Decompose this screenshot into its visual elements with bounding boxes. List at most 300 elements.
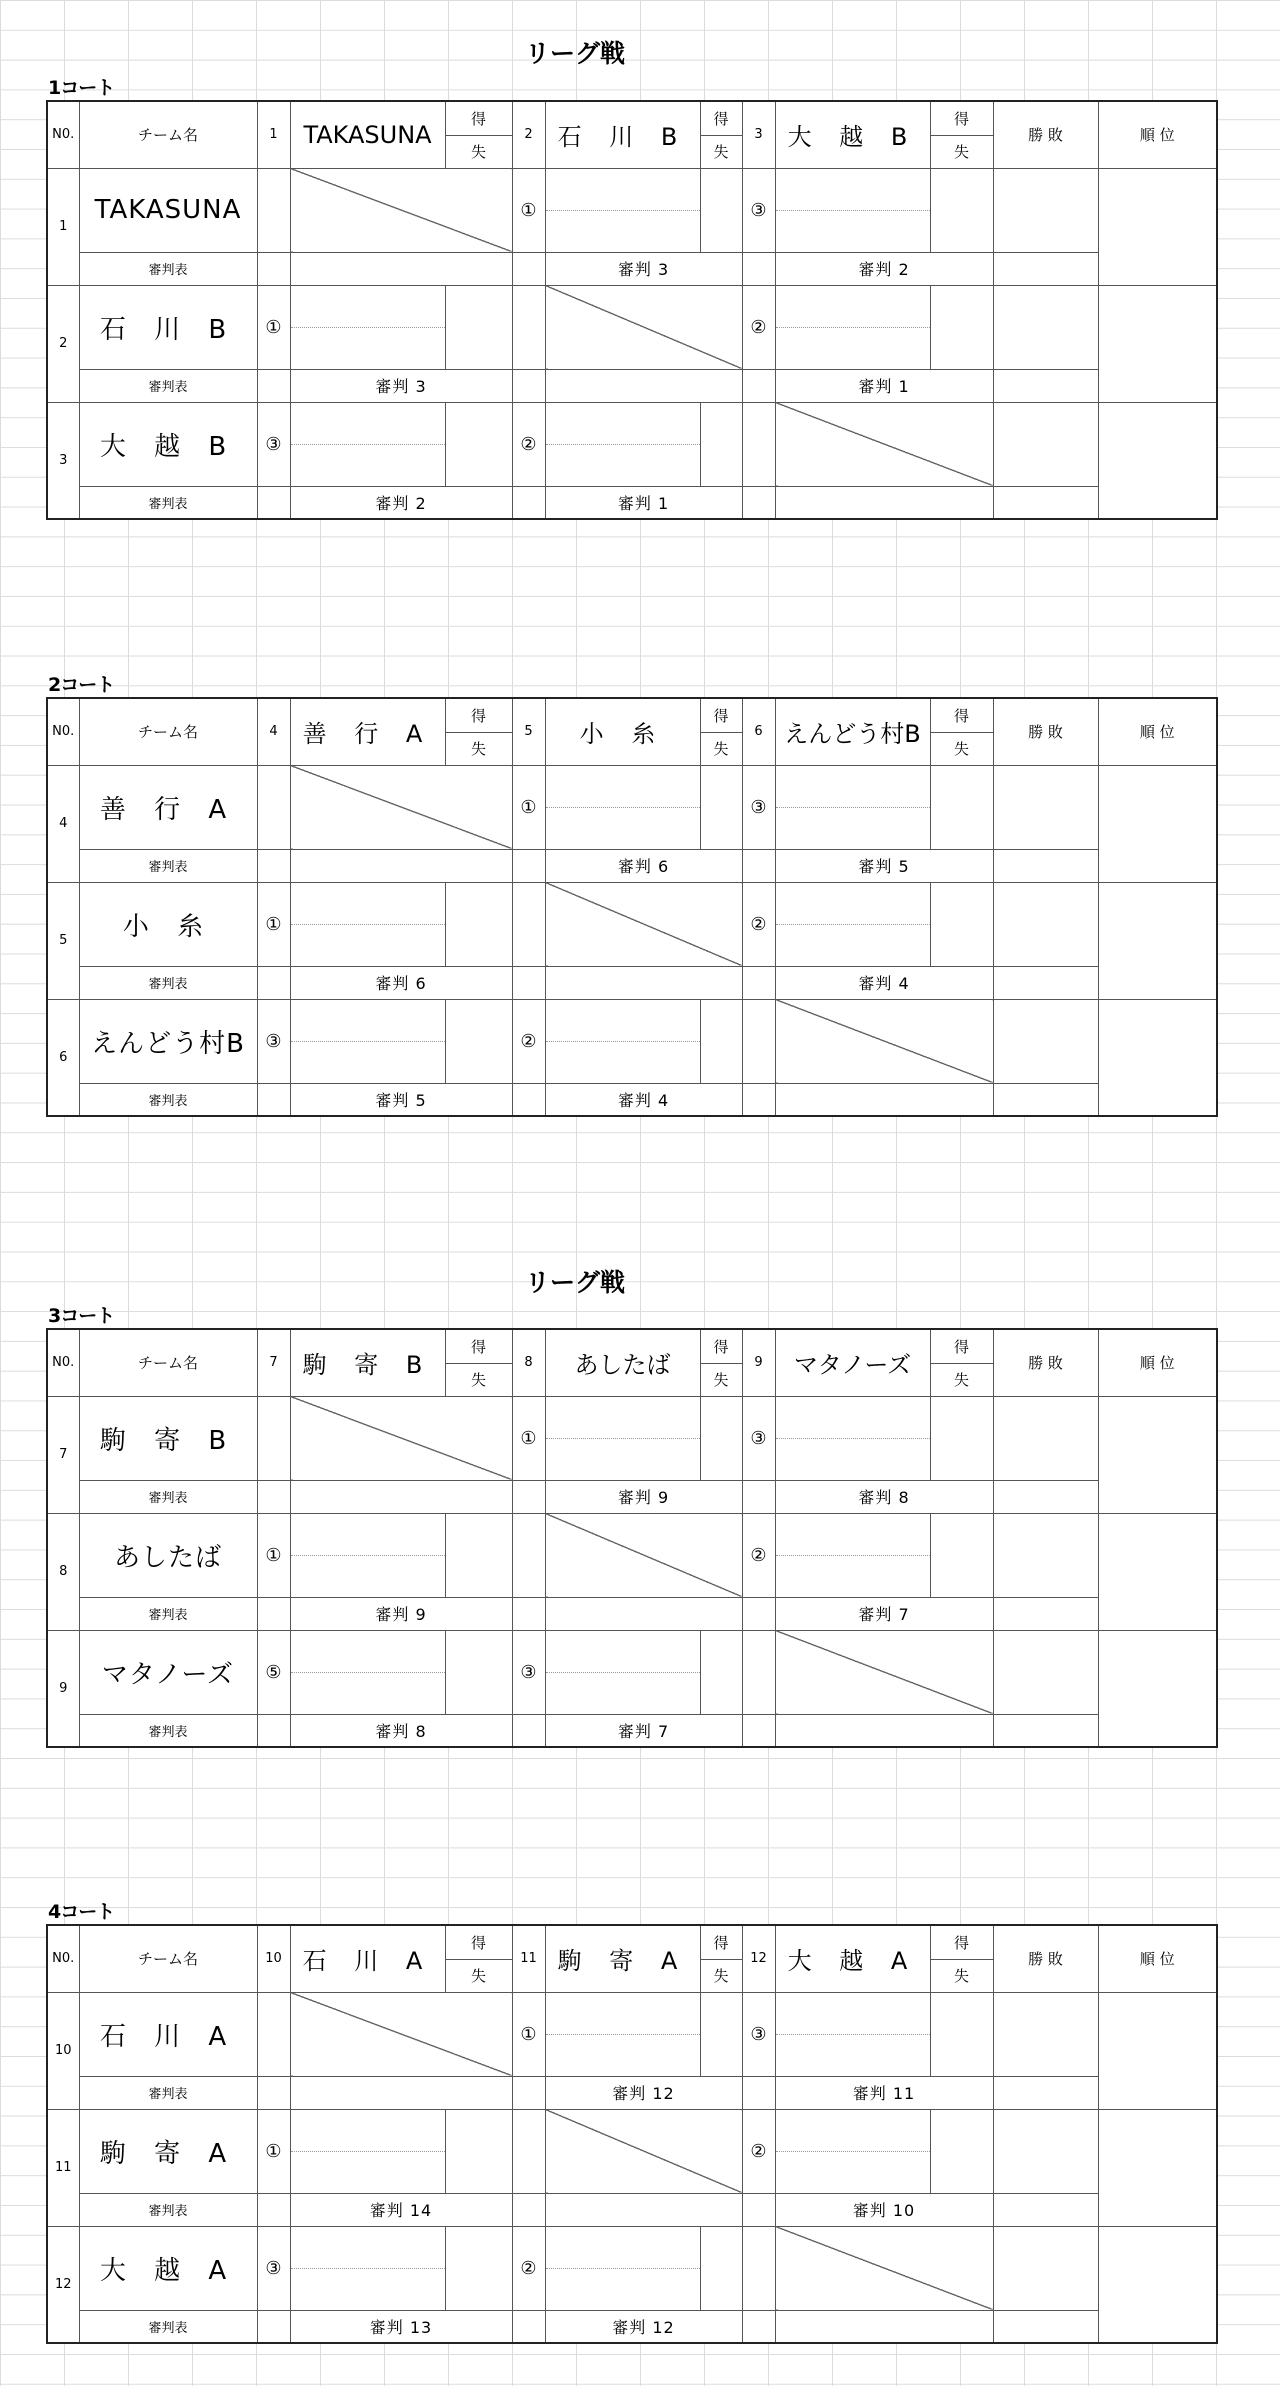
rank-header: 順 位 bbox=[1098, 698, 1217, 765]
referee-assignment bbox=[775, 2310, 993, 2343]
win-loss-cell[interactable] bbox=[993, 1992, 1098, 2076]
referee-spacer bbox=[257, 2193, 290, 2226]
result-cell[interactable] bbox=[700, 999, 742, 1083]
win-loss-header: 勝 敗 bbox=[993, 1329, 1098, 1396]
win-loss-sub-cell bbox=[993, 849, 1098, 882]
result-cell[interactable] bbox=[930, 285, 993, 369]
no-header: N0. bbox=[47, 1329, 79, 1396]
scorekeeper-label: 審判表 bbox=[79, 966, 257, 999]
referee-spacer bbox=[742, 849, 775, 882]
score-cell[interactable] bbox=[545, 765, 700, 849]
rank-cell[interactable] bbox=[1098, 1396, 1217, 1513]
rank-cell[interactable] bbox=[1098, 999, 1217, 1116]
score-cell[interactable] bbox=[775, 882, 930, 966]
score-cell[interactable] bbox=[775, 765, 930, 849]
result-cell[interactable] bbox=[445, 285, 512, 369]
team-number: 9 bbox=[47, 1630, 79, 1747]
referee-row bbox=[47, 1597, 1217, 1630]
referee-spacer bbox=[257, 252, 290, 285]
league-table bbox=[46, 697, 1218, 1117]
referee-row bbox=[47, 1714, 1217, 1747]
match-order: ② bbox=[742, 882, 775, 966]
opponent-number: 4 bbox=[257, 698, 290, 765]
win-loss-cell[interactable] bbox=[993, 2109, 1098, 2193]
league-table bbox=[46, 1328, 1218, 1748]
win-loss-cell[interactable] bbox=[993, 1630, 1098, 1714]
diagonal-cell bbox=[775, 2226, 993, 2310]
match-order: ② bbox=[742, 2109, 775, 2193]
result-cell[interactable] bbox=[445, 999, 512, 1083]
win-loss-cell[interactable] bbox=[993, 285, 1098, 369]
opponent-number: 9 bbox=[742, 1329, 775, 1396]
result-cell[interactable] bbox=[445, 2226, 512, 2310]
points-for-header: 得 bbox=[930, 101, 993, 135]
score-cell[interactable] bbox=[545, 402, 700, 486]
referee-spacer bbox=[742, 2076, 775, 2109]
match-order: ③ bbox=[742, 1992, 775, 2076]
match-order: ③ bbox=[257, 999, 290, 1083]
score-cell[interactable] bbox=[290, 402, 445, 486]
referee-row bbox=[47, 252, 1217, 285]
points-for-header: 得 bbox=[700, 1925, 742, 1959]
header-row bbox=[47, 101, 1217, 135]
team-number: 11 bbox=[47, 2109, 79, 2226]
referee-row bbox=[47, 2076, 1217, 2109]
team-number: 12 bbox=[47, 2226, 79, 2343]
opponent-team-name: えんどう村B bbox=[775, 698, 930, 765]
no-header: N0. bbox=[47, 698, 79, 765]
rank-header: 順 位 bbox=[1098, 1329, 1217, 1396]
match-order: ③ bbox=[512, 1630, 545, 1714]
match-order: ② bbox=[742, 285, 775, 369]
team-name-header: チーム名 bbox=[79, 101, 257, 168]
referee-spacer bbox=[257, 849, 290, 882]
win-loss-sub-cell bbox=[993, 486, 1098, 519]
referee-spacer bbox=[257, 369, 290, 402]
rank-cell[interactable] bbox=[1098, 168, 1217, 285]
score-divider bbox=[546, 210, 700, 211]
team-number: 7 bbox=[47, 1396, 79, 1513]
referee-assignment bbox=[775, 486, 993, 519]
score-divider bbox=[546, 1438, 700, 1439]
diagonal-cell bbox=[545, 1513, 742, 1597]
win-loss-cell[interactable] bbox=[993, 882, 1098, 966]
diagonal-cell bbox=[545, 285, 742, 369]
referee-assignment: 審判 3 bbox=[545, 252, 742, 285]
referee-assignment: 審判 4 bbox=[775, 966, 993, 999]
result-cell[interactable] bbox=[700, 765, 742, 849]
score-divider bbox=[291, 2151, 445, 2152]
rank-header: 順 位 bbox=[1098, 1925, 1217, 1992]
no-header: N0. bbox=[47, 1925, 79, 1992]
score-cell[interactable] bbox=[545, 1992, 700, 2076]
order-cell bbox=[257, 765, 290, 849]
referee-spacer bbox=[742, 1480, 775, 1513]
score-cell[interactable] bbox=[290, 1630, 445, 1714]
match-order: ② bbox=[512, 2226, 545, 2310]
score-divider bbox=[776, 210, 930, 211]
win-loss-cell[interactable] bbox=[993, 1513, 1098, 1597]
score-cell[interactable] bbox=[775, 1992, 930, 2076]
result-cell[interactable] bbox=[445, 1513, 512, 1597]
score-divider bbox=[776, 807, 930, 808]
referee-row bbox=[47, 849, 1217, 882]
result-cell[interactable] bbox=[445, 2109, 512, 2193]
win-loss-cell[interactable] bbox=[993, 1396, 1098, 1480]
opponent-team-name: 大 越 A bbox=[775, 1925, 930, 1992]
table-row bbox=[47, 999, 1217, 1083]
points-for-header: 得 bbox=[930, 1925, 993, 1959]
match-order: ① bbox=[257, 1513, 290, 1597]
match-order: ③ bbox=[257, 402, 290, 486]
points-against-header: 失 bbox=[445, 1959, 512, 1992]
table-row bbox=[47, 1513, 1217, 1597]
referee-spacer bbox=[257, 486, 290, 519]
referee-assignment: 審判 11 bbox=[775, 2076, 993, 2109]
win-loss-sub-cell bbox=[993, 1597, 1098, 1630]
win-loss-header: 勝 敗 bbox=[993, 1925, 1098, 1992]
scorekeeper-label: 審判表 bbox=[79, 252, 257, 285]
referee-assignment: 審判 1 bbox=[545, 486, 742, 519]
score-cell[interactable] bbox=[290, 999, 445, 1083]
points-for-header: 得 bbox=[700, 698, 742, 732]
score-divider bbox=[546, 807, 700, 808]
referee-assignment: 審判 7 bbox=[545, 1714, 742, 1747]
referee-assignment: 審判 12 bbox=[545, 2310, 742, 2343]
rank-cell[interactable] bbox=[1098, 1992, 1217, 2109]
score-cell[interactable] bbox=[775, 168, 930, 252]
opponent-team-name: マタノーズ bbox=[775, 1329, 930, 1396]
team-name: 大 越 A bbox=[79, 2226, 257, 2310]
referee-assignment bbox=[545, 966, 742, 999]
header-row bbox=[47, 698, 1217, 732]
opponent-number: 3 bbox=[742, 101, 775, 168]
match-order: ② bbox=[512, 999, 545, 1083]
scorekeeper-label: 審判表 bbox=[79, 2076, 257, 2109]
referee-assignment bbox=[545, 2193, 742, 2226]
referee-row bbox=[47, 1480, 1217, 1513]
score-divider bbox=[291, 444, 445, 445]
points-against-header: 失 bbox=[445, 732, 512, 765]
header-row bbox=[47, 1329, 1217, 1363]
court-label: 2コート bbox=[48, 674, 115, 696]
win-loss-cell[interactable] bbox=[993, 2226, 1098, 2310]
order-cell bbox=[257, 1396, 290, 1480]
referee-spacer bbox=[512, 2193, 545, 2226]
score-divider bbox=[546, 1672, 700, 1673]
score-cell[interactable] bbox=[290, 2226, 445, 2310]
score-cell[interactable] bbox=[775, 285, 930, 369]
score-cell[interactable] bbox=[290, 882, 445, 966]
points-for-header: 得 bbox=[930, 698, 993, 732]
order-cell bbox=[742, 2226, 775, 2310]
rank-cell[interactable] bbox=[1098, 1513, 1217, 1630]
score-divider bbox=[291, 1672, 445, 1673]
result-cell[interactable] bbox=[445, 882, 512, 966]
points-for-header: 得 bbox=[445, 698, 512, 732]
referee-row bbox=[47, 2310, 1217, 2343]
referee-spacer bbox=[742, 486, 775, 519]
court-label: 3コート bbox=[48, 1305, 115, 1327]
diagonal-cell bbox=[775, 1630, 993, 1714]
score-cell[interactable] bbox=[775, 1396, 930, 1480]
result-cell[interactable] bbox=[930, 1992, 993, 2076]
win-loss-sub-cell bbox=[993, 2076, 1098, 2109]
rank-cell[interactable] bbox=[1098, 402, 1217, 519]
table-row bbox=[47, 1630, 1217, 1714]
points-for-header: 得 bbox=[700, 1329, 742, 1363]
rank-cell[interactable] bbox=[1098, 2109, 1217, 2226]
table-row bbox=[47, 2109, 1217, 2193]
result-cell[interactable] bbox=[930, 2109, 993, 2193]
points-for-header: 得 bbox=[445, 1925, 512, 1959]
referee-row bbox=[47, 2193, 1217, 2226]
team-number: 4 bbox=[47, 765, 79, 882]
team-number: 8 bbox=[47, 1513, 79, 1630]
score-cell[interactable] bbox=[545, 1630, 700, 1714]
referee-assignment: 審判 6 bbox=[290, 966, 512, 999]
win-loss-cell[interactable] bbox=[993, 999, 1098, 1083]
team-name-header: チーム名 bbox=[79, 698, 257, 765]
score-cell[interactable] bbox=[545, 1396, 700, 1480]
score-cell[interactable] bbox=[290, 285, 445, 369]
order-cell bbox=[512, 285, 545, 369]
referee-assignment: 審判 8 bbox=[775, 1480, 993, 1513]
match-order: ① bbox=[257, 285, 290, 369]
win-loss-sub-cell bbox=[993, 2193, 1098, 2226]
match-order: ② bbox=[742, 1513, 775, 1597]
team-name: 大 越 B bbox=[79, 402, 257, 486]
score-divider bbox=[546, 1041, 700, 1042]
points-against-header: 失 bbox=[700, 1363, 742, 1396]
referee-spacer bbox=[512, 849, 545, 882]
referee-spacer bbox=[257, 2310, 290, 2343]
match-order: ③ bbox=[742, 765, 775, 849]
court-label: 4コート bbox=[48, 1901, 115, 1923]
win-loss-sub-cell bbox=[993, 252, 1098, 285]
referee-assignment bbox=[545, 1597, 742, 1630]
score-divider bbox=[546, 2268, 700, 2269]
opponent-team-name: 大 越 B bbox=[775, 101, 930, 168]
league-table bbox=[46, 1924, 1218, 2344]
order-cell bbox=[742, 402, 775, 486]
no-header: N0. bbox=[47, 101, 79, 168]
result-cell[interactable] bbox=[700, 1396, 742, 1480]
referee-spacer bbox=[257, 1083, 290, 1116]
team-number: 1 bbox=[47, 168, 79, 285]
points-against-header: 失 bbox=[700, 135, 742, 168]
points-against-header: 失 bbox=[930, 1959, 993, 1992]
table-row bbox=[47, 168, 1217, 252]
referee-assignment: 審判 3 bbox=[290, 369, 512, 402]
team-name: えんどう村B bbox=[79, 999, 257, 1083]
team-name: マタノーズ bbox=[79, 1630, 257, 1714]
referee-row bbox=[47, 486, 1217, 519]
score-cell[interactable] bbox=[545, 168, 700, 252]
result-cell[interactable] bbox=[700, 402, 742, 486]
opponent-team-name: 小 糸 bbox=[545, 698, 700, 765]
score-divider bbox=[291, 1555, 445, 1556]
team-name: 石 川 A bbox=[79, 1992, 257, 2076]
referee-assignment: 審判 13 bbox=[290, 2310, 512, 2343]
result-cell[interactable] bbox=[930, 882, 993, 966]
score-cell[interactable] bbox=[290, 1513, 445, 1597]
referee-spacer bbox=[257, 966, 290, 999]
referee-spacer bbox=[512, 1597, 545, 1630]
referee-spacer bbox=[742, 966, 775, 999]
points-for-header: 得 bbox=[930, 1329, 993, 1363]
order-cell bbox=[512, 2109, 545, 2193]
opponent-number: 2 bbox=[512, 101, 545, 168]
diagonal-cell bbox=[775, 402, 993, 486]
rank-cell[interactable] bbox=[1098, 1630, 1217, 1747]
referee-spacer bbox=[512, 252, 545, 285]
referee-spacer bbox=[742, 1083, 775, 1116]
referee-spacer bbox=[512, 1480, 545, 1513]
referee-assignment: 審判 9 bbox=[290, 1597, 512, 1630]
team-number: 2 bbox=[47, 285, 79, 402]
win-loss-sub-cell bbox=[993, 1714, 1098, 1747]
opponent-team-name: 善 行 A bbox=[290, 698, 445, 765]
rank-cell[interactable] bbox=[1098, 285, 1217, 402]
score-divider bbox=[291, 327, 445, 328]
diagonal-cell bbox=[775, 999, 993, 1083]
referee-assignment: 審判 10 bbox=[775, 2193, 993, 2226]
score-cell[interactable] bbox=[775, 1513, 930, 1597]
score-divider bbox=[776, 1555, 930, 1556]
referee-assignment bbox=[775, 1714, 993, 1747]
referee-spacer bbox=[742, 1714, 775, 1747]
result-cell[interactable] bbox=[700, 168, 742, 252]
rank-cell[interactable] bbox=[1098, 2226, 1217, 2343]
win-loss-cell[interactable] bbox=[993, 765, 1098, 849]
match-order: ① bbox=[512, 1992, 545, 2076]
result-cell[interactable] bbox=[700, 2226, 742, 2310]
referee-assignment: 審判 9 bbox=[545, 1480, 742, 1513]
referee-spacer bbox=[742, 2310, 775, 2343]
result-cell[interactable] bbox=[930, 1396, 993, 1480]
score-cell[interactable] bbox=[775, 2109, 930, 2193]
score-divider bbox=[291, 924, 445, 925]
opponent-number: 12 bbox=[742, 1925, 775, 1992]
score-divider bbox=[546, 2034, 700, 2035]
scorekeeper-label: 審判表 bbox=[79, 2310, 257, 2343]
score-cell[interactable] bbox=[545, 2226, 700, 2310]
score-divider bbox=[546, 444, 700, 445]
referee-assignment: 審判 12 bbox=[545, 2076, 742, 2109]
referee-spacer bbox=[512, 2076, 545, 2109]
referee-assignment bbox=[290, 1480, 512, 1513]
court-label: 1コート bbox=[48, 77, 115, 99]
result-cell[interactable] bbox=[700, 1992, 742, 2076]
team-number: 5 bbox=[47, 882, 79, 999]
opponent-number: 7 bbox=[257, 1329, 290, 1396]
table-row bbox=[47, 765, 1217, 849]
referee-row bbox=[47, 966, 1217, 999]
points-against-header: 失 bbox=[930, 135, 993, 168]
referee-assignment bbox=[290, 252, 512, 285]
points-against-header: 失 bbox=[700, 732, 742, 765]
opponent-number: 1 bbox=[257, 101, 290, 168]
win-loss-sub-cell bbox=[993, 2310, 1098, 2343]
order-cell bbox=[742, 999, 775, 1083]
referee-spacer bbox=[257, 1597, 290, 1630]
points-for-header: 得 bbox=[445, 101, 512, 135]
rank-cell[interactable] bbox=[1098, 882, 1217, 999]
referee-assignment: 審判 7 bbox=[775, 1597, 993, 1630]
table-row bbox=[47, 1396, 1217, 1480]
referee-spacer bbox=[512, 966, 545, 999]
result-cell[interactable] bbox=[930, 765, 993, 849]
diagonal-cell bbox=[290, 765, 512, 849]
team-name: 石 川 B bbox=[79, 285, 257, 369]
match-order: ③ bbox=[257, 2226, 290, 2310]
opponent-team-name: 石 川 A bbox=[290, 1925, 445, 1992]
referee-spacer bbox=[512, 369, 545, 402]
opponent-team-name: TAKASUNA bbox=[290, 101, 445, 168]
win-loss-header: 勝 敗 bbox=[993, 698, 1098, 765]
points-against-header: 失 bbox=[930, 732, 993, 765]
referee-assignment: 審判 2 bbox=[290, 486, 512, 519]
win-loss-cell[interactable] bbox=[993, 168, 1098, 252]
scorekeeper-label: 審判表 bbox=[79, 486, 257, 519]
win-loss-cell[interactable] bbox=[993, 402, 1098, 486]
score-cell[interactable] bbox=[545, 999, 700, 1083]
team-number: 6 bbox=[47, 999, 79, 1116]
referee-assignment: 審判 6 bbox=[545, 849, 742, 882]
points-against-header: 失 bbox=[700, 1959, 742, 1992]
table-row bbox=[47, 285, 1217, 369]
referee-spacer bbox=[512, 1714, 545, 1747]
team-name: 小 糸 bbox=[79, 882, 257, 966]
opponent-number: 8 bbox=[512, 1329, 545, 1396]
match-order: ① bbox=[257, 882, 290, 966]
diagonal-cell bbox=[290, 168, 512, 252]
win-loss-sub-cell bbox=[993, 966, 1098, 999]
result-cell[interactable] bbox=[930, 168, 993, 252]
result-cell[interactable] bbox=[445, 402, 512, 486]
score-divider bbox=[776, 2151, 930, 2152]
referee-row bbox=[47, 1083, 1217, 1116]
match-order: ③ bbox=[742, 168, 775, 252]
order-cell bbox=[257, 1992, 290, 2076]
referee-assignment: 審判 5 bbox=[290, 1083, 512, 1116]
result-cell[interactable] bbox=[930, 1513, 993, 1597]
match-order: ⑤ bbox=[257, 1630, 290, 1714]
team-name: 善 行 A bbox=[79, 765, 257, 849]
referee-spacer bbox=[257, 2076, 290, 2109]
scorekeeper-label: 審判表 bbox=[79, 369, 257, 402]
diagonal-cell bbox=[290, 1992, 512, 2076]
score-divider bbox=[776, 2034, 930, 2035]
result-cell[interactable] bbox=[445, 1630, 512, 1714]
result-cell[interactable] bbox=[700, 1630, 742, 1714]
win-loss-sub-cell bbox=[993, 1480, 1098, 1513]
team-number: 3 bbox=[47, 402, 79, 519]
referee-spacer bbox=[512, 1083, 545, 1116]
league-table bbox=[46, 100, 1218, 520]
referee-spacer bbox=[257, 1480, 290, 1513]
score-cell[interactable] bbox=[290, 2109, 445, 2193]
match-order: ① bbox=[512, 765, 545, 849]
diagonal-cell bbox=[545, 2109, 742, 2193]
rank-cell[interactable] bbox=[1098, 765, 1217, 882]
match-order: ② bbox=[512, 402, 545, 486]
page-title: リーグ戦 bbox=[524, 39, 625, 68]
rank-header: 順 位 bbox=[1098, 101, 1217, 168]
referee-assignment bbox=[775, 1083, 993, 1116]
order-cell bbox=[512, 1513, 545, 1597]
